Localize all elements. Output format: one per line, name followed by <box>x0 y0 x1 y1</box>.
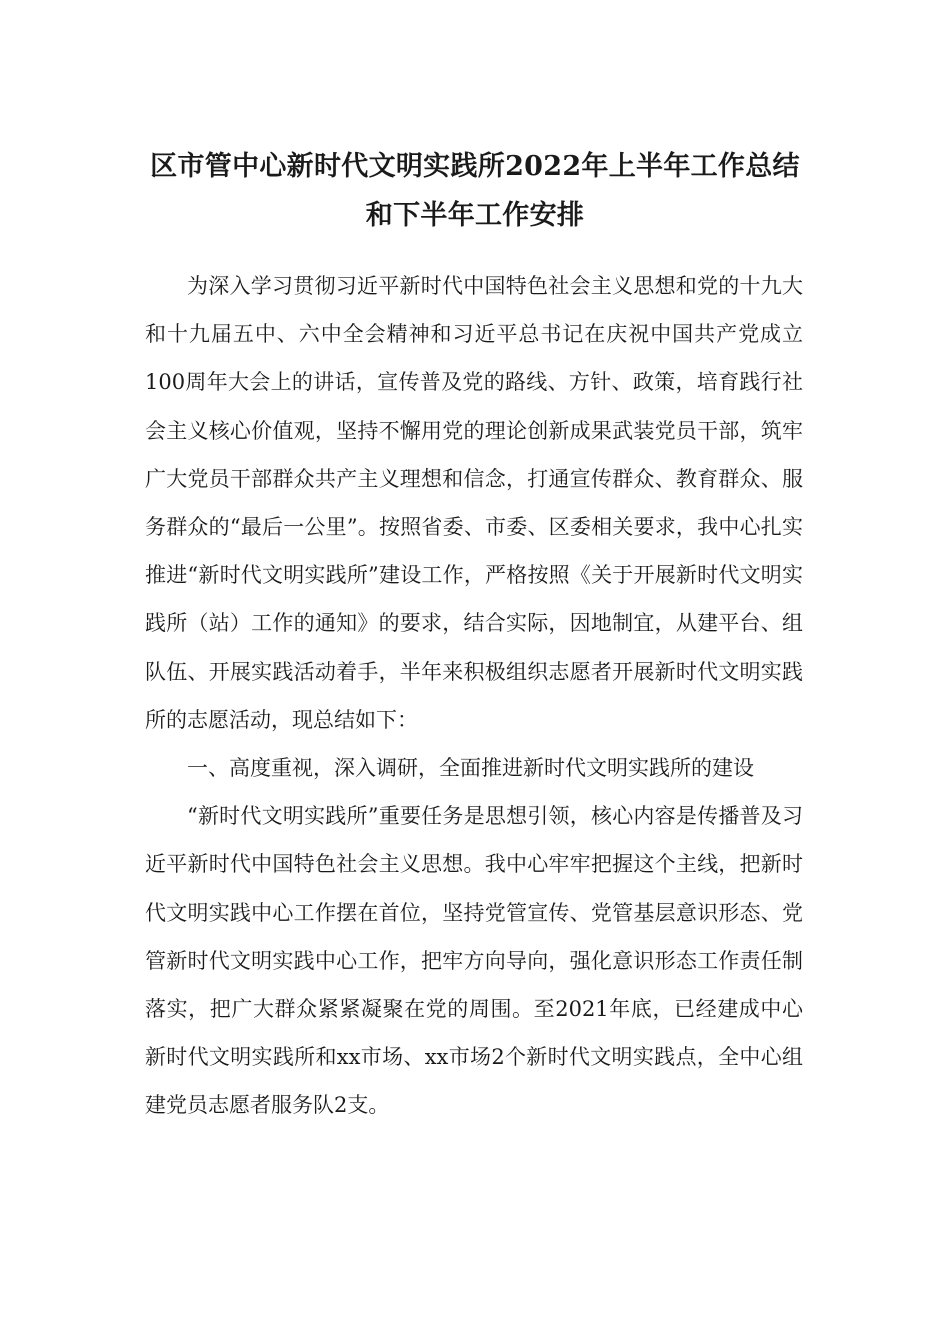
document-body <box>145 262 803 1130</box>
section-1-heading: 一、高度重视，深入调研，全面推进新时代文明实践所的建设 <box>187 756 754 781</box>
document-title: 区市管中心新时代文明实践所2022年上半年工作总结和下半年工作安排 <box>150 151 800 231</box>
intro-paragraph: 为深入学习贯彻习近平新时代中国特色社会主义思想和党的十九大和十九届五中、六中全会精神和习近平总书记在庆祝中国共产党成立100周年大会上的讲话，宣传普及党的路线、方针、政策，培育践行社会主义核心价值观，坚持不懈用党的理论创新成果武装党员干部，筑牢广大党员干部群众共产主义理想和信念，打通宣传群众、教育群众、服务群众的“最后一公里”。按照省委、市委、区委相关要求，我中心扎实推进“新时代文明实践所”建设工作，严格按照《关于开展新时代文明实践所（站）工作的通知》的要求，结合实际，因地制宜，从建平台、组队伍、开展实践活动着手，半年来积极组织志愿者开展新时代文明实践所的志愿活动，现总结如下： <box>145 274 803 732</box>
section-1-paragraph: “新时代文明实践所”重要任务是思想引领，核心内容是传播普及习近平新时代中国特色社会主义思想。我中心牢牢把握这个主线，把新时代文明实践中心工作摆在首位，坚持党管宣传、党管基层意识形态、党管新时代文明实践中心工作，把牢方向导向，强化意识形态工作责任制落实，把广大群众紧紧凝聚在党的周围。至2021年底，已经建成中心新时代文明实践所和xx市场、xx市场2个新时代文明实践点，全中心组建党员志愿者服务队2支。 <box>145 804 803 1118</box>
